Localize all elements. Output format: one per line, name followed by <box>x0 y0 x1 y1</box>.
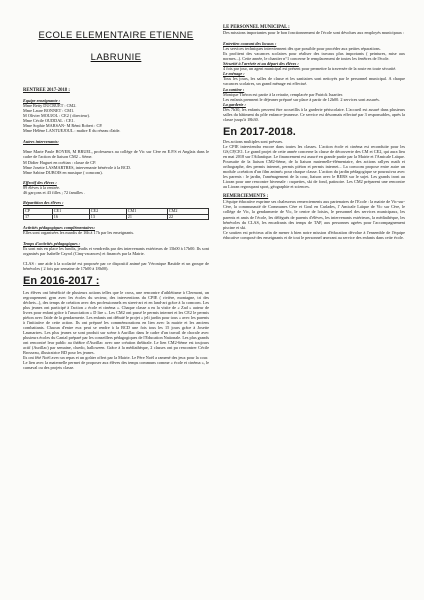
list-item: Mme Hélène LANTUEJOUL : maître E du réseau d'aide. <box>23 128 121 134</box>
table-header-cell: CM2 <box>167 208 208 214</box>
table-header-cell: CE2 <box>89 208 126 214</box>
list-item: M Olivier MOUJOL : CE2 ( directeur). <box>23 113 91 119</box>
list-item: Mme Betty DUCRUET : CM2. <box>23 103 77 109</box>
table-header-cell: CM1 <box>126 208 167 214</box>
entretien-heading: Entretien courant des locaux : <box>223 41 277 47</box>
table-cell: 13 <box>89 214 126 220</box>
equipe-list <box>23 103 209 133</box>
projets-intro: Des actions multiples sont prévues. <box>223 138 284 144</box>
personnel-text: Des missions importantes pour le bon fonctionnement de l'école sont dévolues aux employés municipaux : <box>223 30 405 36</box>
remerciements-text: L'équipe éducative exprime ses chaleureux remerciements aux partenaires de l'Ecole : la mairie de Vic-sur-Cère, la communauté de Communes Cère et Goul en Carlades, l' Amicale Laïque de Vic sur Cère, le collège de Vic, la gendarmerie de Vic, le centre de loisirs, le personnel des services municipaux, les parents et amis de l'école, les délégués de parents d'élèves, les intervenants extérieurs, la médiathèque, les bénévoles du CLAS, les encadrants des temps de TAP, aux personnes agrées pour l'accompagnement piscine et ski. <box>223 199 405 230</box>
personnel-section <box>223 25 405 240</box>
year-2016-body-3: Le lien avec la maternelle permet de proposer aux élèves des temps communs comme « école et cinéma », le carnaval ou des projets classe. <box>23 360 209 371</box>
autres-text: Mme Marie Paule BOYER, M BRUEL, professeurs au collège de Vic sur Cère en E.P.S et Anglais dans le cadre de l'action de liaison CM2 – 6ème. <box>23 149 209 160</box>
securite-heading: Sécurité à l'arrivée et au départ des élèves : <box>223 61 299 67</box>
effectif-text: 89 élèves à la rentrée. <box>23 184 60 190</box>
activites-text: Elles sont organisées les mardis de 16h à 17h par les enseignants. <box>23 230 135 236</box>
activites-heading: Activités pédagogiques complémentaires: <box>23 225 96 231</box>
list-item: Mme Laure BONNET : CM1. <box>23 108 75 114</box>
personnel-heading: LE PERSONNEL MUNICIPAL : <box>223 25 290 30</box>
table-header-cell: CE1 <box>52 208 89 214</box>
garderie-text: Dès 7h30, les enfants peuvent être accueillis à la garderie périscolaire. L'accueil est assuré dans plusieurs salles du bâtiment du pôle enfance-jeunesse. Ce service est désormais effectué par 3 responsables, après la classe jusqu'à 18h30. <box>223 106 405 122</box>
year-2016-body-2: Ils ont fêté Noël avec un repas et un goûter offert par la Mairie. Le Père Noël a ramené des jeux pour la cour. <box>23 355 209 361</box>
securite-text: 4 fois par jour, un agent municipal est présent pour permettre la traversée de la route en toute sécurité. <box>223 66 397 72</box>
temps-text: Ils sont mis en place les lundis, jeudis et vendredis par des intervenants extérieurs de 15h00 à 17h00. Ils sont organisés par Isabelle Cayrol (Cinq-vacances) et financés par la Mairie. <box>23 245 209 256</box>
entretien-text-2: Ils profitent des vacances scolaires pour réaliser des travaux plus importants ( peintures, mise aux normes...). Cette année, le chantier n°1 concerne le remplacement de toutes les fenêtres de l'école. <box>223 51 405 62</box>
table-cell: 22 <box>167 214 208 220</box>
cantine-text-2: Les enfants prennent le déjeuner préparé sur place à partir de 12h00. 2 services sont assurés. <box>223 96 380 102</box>
cantine-text: Monique Théron est partie à la retraite, remplacée par Patrick Issartier. <box>223 91 344 97</box>
menage-heading: Le ménage : <box>223 71 245 77</box>
repartition-heading: Répartition des élèves : <box>23 199 64 205</box>
garderie-heading: La garderie : <box>223 101 246 107</box>
year-2016-body: Les élèves ont bénéficié de plusieurs actions telles que le cross, une rencontre d'athlétisme à Clermont, un regroupement gym avec les écoles du secteur, des interventions du CPIE ( rivière, montagne, tri des déchets...), des temps de création avec des professionnels en street-art et en land-art grâce à la comcom. Les plus jeunes ont participé à l'action « école et cinéma ». Chaque classe a eu la visite de « Zad » auteur de livres pour enfant grâce à l'association « D lire ». Les CM2 ont passé le permis internet et les CE2 le permis piéton avec l'aide de la gendarmerie. Les enfants ont débuté le projet « jeli jardin pour tous » avec les parents à l'initiative de cette action. Ils ont préparé les commémorations en lien avec la mairie et les anciens combattants. Chacun d'entre eux peut se rendre à la BCD une fois tous les 15 jours grâce à Josette Lasmartres. Les plus jeunes se sont produit sur scène à Aurillac dans le cadre d'un travail de chorale avec plusieurs écoles du Cantal préparé par les conseillers pédagogiques de l'Education Nationale. Les plus grands ont rencontré leur public au théâtre d'Aurillac avec une création théâtrale. Le lien CM2-6ème est toujours actif (Aurillac) par semaine, cluedo, halloween. Grâce à la médiathèque, 2 classes ont pu rencontrer Cécile Brosseau, illustratrice BD pour les jeunes. <box>23 289 209 356</box>
projets-body: Le CPIE interviendra encore dans toutes les classes. L'action école et cinéma est reconduite pour les GS,CP,CE1. Le grand projet de cette année concerne la classe de découverte des CM et CE2, qui aura lieu en mai 2018 sur l'Atlantique. Le financement est assuré en grande partie par la Mairie et l'Amicale Laïque. Poursuite de la liaison CM2-6ème, de la liaison maternelle-élémentaire, des actions rallyes math et orthographe, des permis internet, permis piéton et permis internet... La comcom propose entre autre un module «création d'un film animé» pour chaque classe. L'action du jardin pédagogique se poursuivra avec les parents : le jardin, l'aménagement de la cour, liaison avec le RERS sur le sujet. Les grands iront au Lioran pour une rencontre hivernale : raquettes, ski de fond, patinoire. Les CM2 préparent une rencontre au Lioran regroupant sport, géographie et sciences. <box>223 143 405 190</box>
equipe-heading: Equipe enseignante : <box>23 98 61 104</box>
school-title-line1: ECOLE ELEMENTAIRE ETIENNE <box>38 30 194 41</box>
entretien-text: Les services techniques interviennent dès que possible pour procéder aux petites réparations. <box>223 46 381 52</box>
clas-text: CLAS : une aide à la scolarité est proposée par ce dispositif animé par Véronique Bastide et un groupe de bénévoles ( 2 fois par semaine de 17h00 à 18h00). <box>23 260 209 271</box>
rentree-heading: RENTREE 2017-2018 : <box>23 88 70 93</box>
year-2017-heading: En 2017-2018. <box>223 125 296 138</box>
effectif-text-2: 46 garçons et 43 filles ; 72 familles . <box>23 189 85 195</box>
remerciements-text-2: Ce soutien est précieux afin de mener à bien notre mission d'éducation dévolue à l'ensemble de l'équipe éducative composé des enseignants et de tout le personnel œuvrant au service des enfants dans cette école. <box>223 229 405 240</box>
rentree-section <box>23 88 209 371</box>
autres-heading: Autres intervenants: <box>23 139 59 145</box>
menage-text: Tous les jours, les salles de classe et les sanitaires sont nettoyés par le personnel municipal. A chaque vacances scolaires, un grand ménage est effectué. <box>223 76 405 87</box>
autres-text-4: Mme Sabine DUBOIS en musique ( comcom). <box>23 169 103 175</box>
table-row <box>24 214 209 220</box>
school-title-line2: LABRUNIE <box>90 52 142 63</box>
table-header-cell: CP <box>24 208 53 214</box>
table-cell: 21 <box>126 214 167 220</box>
table-cell: 17 <box>24 214 53 220</box>
effectif-heading: Effectif des élèves : <box>23 179 57 185</box>
repartition-table <box>23 208 209 221</box>
remerciements-heading: REMERCIEMENTS : <box>223 194 269 200</box>
autres-text-2: M Didier Huguet en océitan : classe de CP. <box>23 159 97 165</box>
list-item: Mme Cécile OUDDAL : CE1. <box>23 118 75 124</box>
year-2016-heading: En 2016-2017 : <box>23 274 100 287</box>
cantine-heading: La cantine : <box>223 86 245 92</box>
table-cell: 16 <box>52 214 89 220</box>
temps-heading: Temps d'activités pédagogiques : <box>23 240 81 246</box>
autres-text-3: Mme Josette LASMARTRES, intervenante bénévole à la BCD. <box>23 164 131 170</box>
list-item: Mme Sophie MARSAN- M Rémi Robert : CP. <box>23 123 103 129</box>
